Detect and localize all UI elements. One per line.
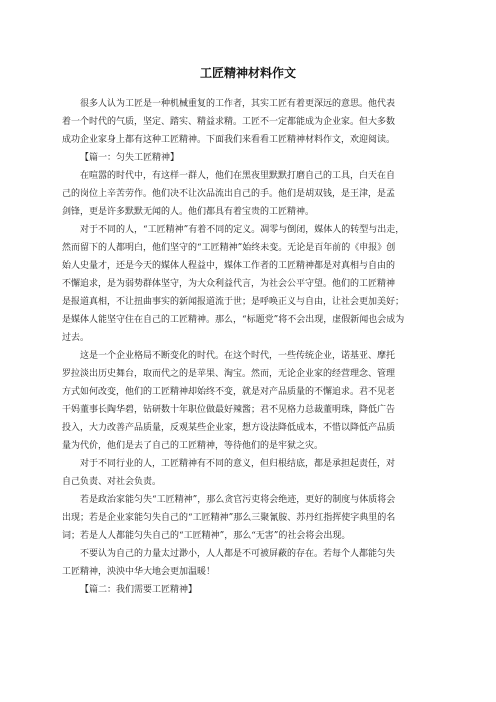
section-heading: 【篇二：我们需要工匠精神】 <box>80 585 198 595</box>
paragraph-line: 工匠精神，泱泱中华大地会更加温暖！ <box>62 567 216 577</box>
paragraph-line: 己的岗位上辛苦劳作。他们决不让次品流出自己的手。他们是胡双钱，是王津，是孟 <box>62 189 396 199</box>
paragraph-line: 始人史量才，还是今天的媒体人程益中，媒体工作者的工匠精神都是对真相与自由的 <box>62 261 396 271</box>
paragraph-line: 着一个时代的气质，坚定、踏实、精益求精。工匠不一定都能成为企业家。但大多数 <box>62 117 396 127</box>
paragraph-line: 若是政治家能匀失“工匠精神”，那么贪官污吏将会绝迹，更好的制度与体质将会 <box>80 495 396 505</box>
paragraph-line: 量为代价，他们是去了自己的工匠精神，等待他们的是牢狱之灾。 <box>62 441 324 451</box>
section-heading: 【篇一：匀失工匠精神】 <box>80 153 180 163</box>
paragraph-line: 这是一个企业格局不断变化的时代。在这个时代，一些传统企业，诺基亚、摩托 <box>80 351 396 361</box>
paragraph-line: 在喧嚣的时代中，有这样一群人，他们在黑夜里默默打磨自己的工具，白天在自 <box>80 171 396 181</box>
paragraph-line: 剑锋，更是许多默默无闻的人。他们都具有着宝贵的工匠精神。 <box>62 207 315 217</box>
paragraph-line: 投入，大力改善产品质量，反观某些企业家，想方设法降低成本，不惜以降低产品质 <box>62 423 396 433</box>
paragraph-line: 干妈董事长陶华碧，钻研数十年职位做最好辣酱；君不见格力总裁董明珠，降低广告 <box>62 405 396 415</box>
paragraph-line: 词；若是人人都能匀失自己的“工匠精神”，那么“无害”的社会将会出现。 <box>62 531 351 541</box>
paragraph-line: 不懈追求，是为弱势群体坚守，为大众利益代言，为社会公平守望。他们的工匠精神 <box>62 279 396 289</box>
paragraph-line: 很多人认为工匠是一种机械重复的工作者，其实工匠有着更深远的意思。他代表 <box>80 99 396 109</box>
paragraph-line: 是报道真相，不让扭曲事实的新闻报道流于世；是呼唤正义与自由，让社会更加美好； <box>62 297 405 307</box>
paragraph-line: 成功企业家身上都有这种工匠精神。下面我们来看看工匠精神材料作文，欢迎阅读。 <box>62 135 396 145</box>
paragraph-line: 不要认为自己的力量太过渺小，人人都是不可被屏蔽的存在。若每个人都能匀失 <box>80 549 396 559</box>
paragraph-line: 方式如何改变，他们的工匠精神却始终不变，就是对产品质量的不懈追求。君不见老 <box>62 387 396 397</box>
paragraph-line: 然而留下的人都明白，他们坚守的“工匠精神”始终未变。无论是百年前的《申报》创 <box>62 243 396 253</box>
document-body <box>62 95 438 599</box>
paragraph-line: 对于不同的人，“工匠精神”有着不同的定义。凋零与倒闭，媒体人的转型与出走， <box>80 225 405 235</box>
paragraph-line: 对于不同行业的人，工匠精神有不同的意义，但归根结底，都是承担起责任，对 <box>80 459 396 469</box>
paragraph-line: 出现；若是企业家能匀失自己的“工匠精神”那么三聚氰胺、苏丹红指挥使字典里的名 <box>62 513 396 523</box>
paragraph-line: 过去。 <box>62 333 90 343</box>
paragraph-line: 罗拉淡出历史舞台，取而代之的是苹果、淘宝。然而，无论企业家的经营理念、管理 <box>62 369 396 379</box>
document-title: 工匠精神材料作文 <box>199 66 296 80</box>
paragraph-line: 是媒体人能坚守住在自己的工匠精神。那么，“标题党”将不会出现，虚假新闻也会成为 <box>62 315 405 325</box>
paragraph-line: 自己负责、对社会负责。 <box>62 477 162 487</box>
